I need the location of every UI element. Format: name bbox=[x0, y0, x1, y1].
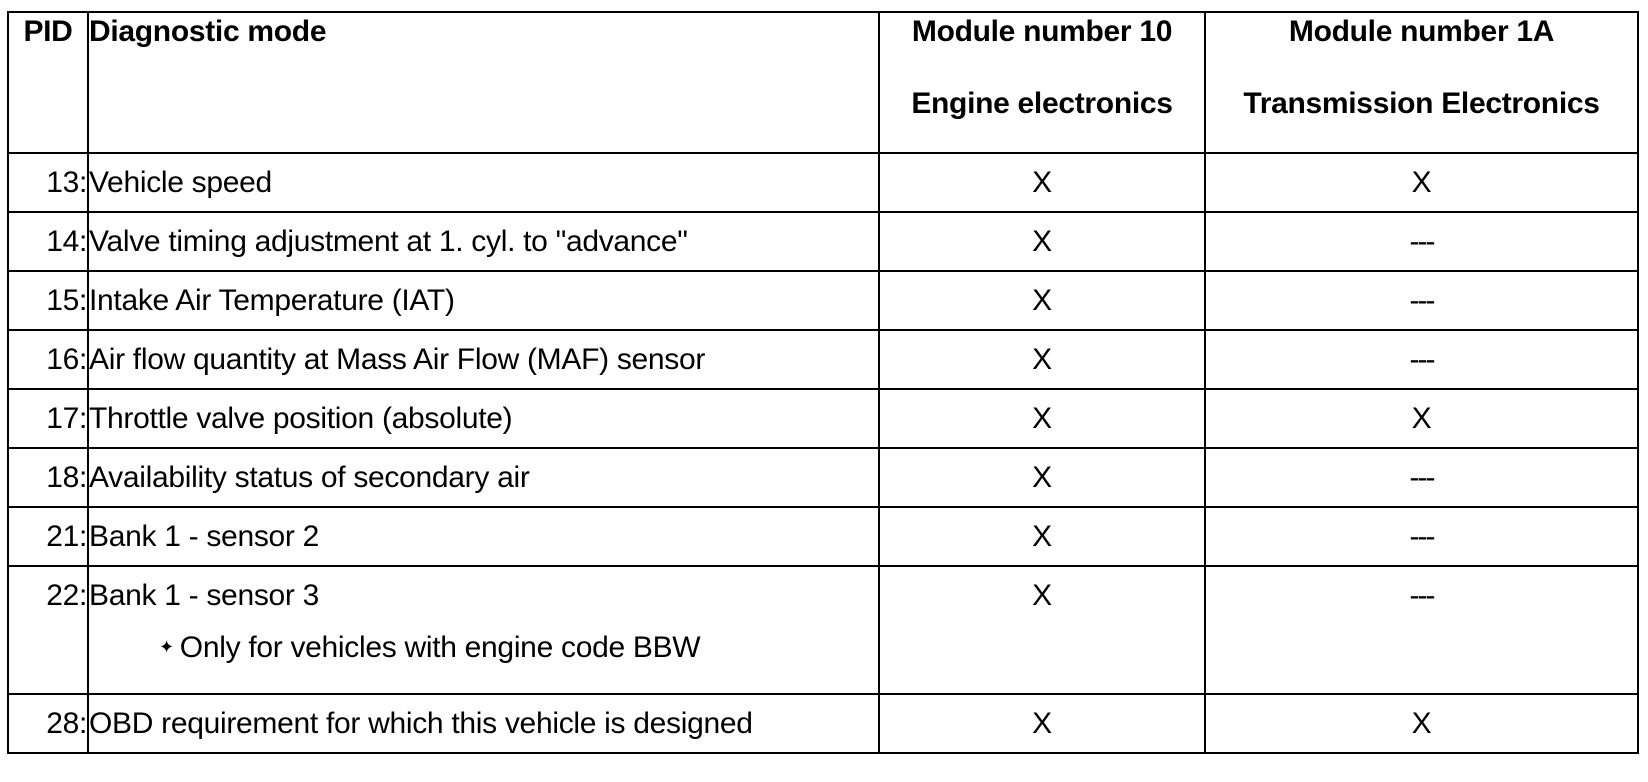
table-row bbox=[8, 448, 1638, 507]
mode-cell: Air flow quantity at Mass Air Flow (MAF) sensor bbox=[88, 330, 879, 389]
module-10-number: Module number 10 bbox=[911, 15, 1173, 48]
pid-cell: 28: bbox=[8, 694, 88, 753]
table-row bbox=[8, 212, 1638, 271]
mode-text: Bank 1 - sensor 3 bbox=[89, 579, 320, 612]
mode-cell: Intake Air Temperature (IAT) bbox=[88, 271, 879, 330]
header-module-1a bbox=[1205, 12, 1638, 153]
mode-cell: Vehicle speed bbox=[88, 153, 879, 212]
pid-cell: 18: bbox=[8, 448, 88, 507]
module-1a-cell: --- bbox=[1205, 566, 1638, 694]
mode-cell: OBD requirement for which this vehicle is designed bbox=[88, 694, 879, 753]
module-1a-cell: --- bbox=[1205, 448, 1638, 507]
pid-table bbox=[7, 11, 1639, 754]
pid-cell: 14: bbox=[8, 212, 88, 271]
module-1a-cell: --- bbox=[1205, 271, 1638, 330]
module-1a-cell: X bbox=[1205, 153, 1638, 212]
module-1a-cell: X bbox=[1205, 389, 1638, 448]
module-10-cell: X bbox=[879, 330, 1205, 389]
module-10-cell: X bbox=[879, 566, 1205, 694]
pid-cell: 16: bbox=[8, 330, 88, 389]
module-10-cell: X bbox=[879, 153, 1205, 212]
mode-cell: Availability status of secondary air bbox=[88, 448, 879, 507]
module-10-cell: X bbox=[879, 389, 1205, 448]
mode-cell: Valve timing adjustment at 1. cyl. to "advance" bbox=[88, 212, 879, 271]
module-10-cell: X bbox=[879, 694, 1205, 753]
table-row bbox=[8, 330, 1638, 389]
module-10-cell: X bbox=[879, 448, 1205, 507]
table-row bbox=[8, 271, 1638, 330]
pid-cell: 21: bbox=[8, 507, 88, 566]
module-1a-number: Module number 1A bbox=[1288, 15, 1555, 48]
module-10-cell: X bbox=[879, 271, 1205, 330]
header-module-10 bbox=[879, 12, 1205, 153]
pid-cell: 15: bbox=[8, 271, 88, 330]
pid-cell: 22: bbox=[8, 566, 88, 694]
header-row bbox=[8, 12, 1638, 153]
pid-cell: 17: bbox=[8, 389, 88, 448]
module-1a-cell: --- bbox=[1205, 507, 1638, 566]
header-pid: PID bbox=[8, 12, 88, 153]
header-diagnostic-mode: Diagnostic mode bbox=[88, 12, 879, 153]
module-10-cell: X bbox=[879, 507, 1205, 566]
module-1a-cell: --- bbox=[1205, 330, 1638, 389]
footnote bbox=[89, 632, 878, 663]
table-row bbox=[8, 694, 1638, 753]
module-1a-cell: X bbox=[1205, 694, 1638, 753]
module-1a-cell: --- bbox=[1205, 212, 1638, 271]
table-row bbox=[8, 566, 1638, 694]
table-row bbox=[8, 153, 1638, 212]
module-10-cell: X bbox=[879, 212, 1205, 271]
mode-cell: Bank 1 - sensor 2 bbox=[88, 507, 879, 566]
footnote-text: Only for vehicles with engine code BBW bbox=[179, 631, 701, 664]
mode-cell: Throttle valve position (absolute) bbox=[88, 389, 879, 448]
table-row bbox=[8, 507, 1638, 566]
table-row bbox=[8, 389, 1638, 448]
module-1a-name: Transmission Electronics bbox=[1243, 87, 1600, 120]
pid-cell: 13: bbox=[8, 153, 88, 212]
mode-cell bbox=[88, 566, 879, 694]
bullet-icon: ✦ bbox=[159, 637, 174, 657]
module-10-name: Engine electronics bbox=[911, 87, 1173, 120]
